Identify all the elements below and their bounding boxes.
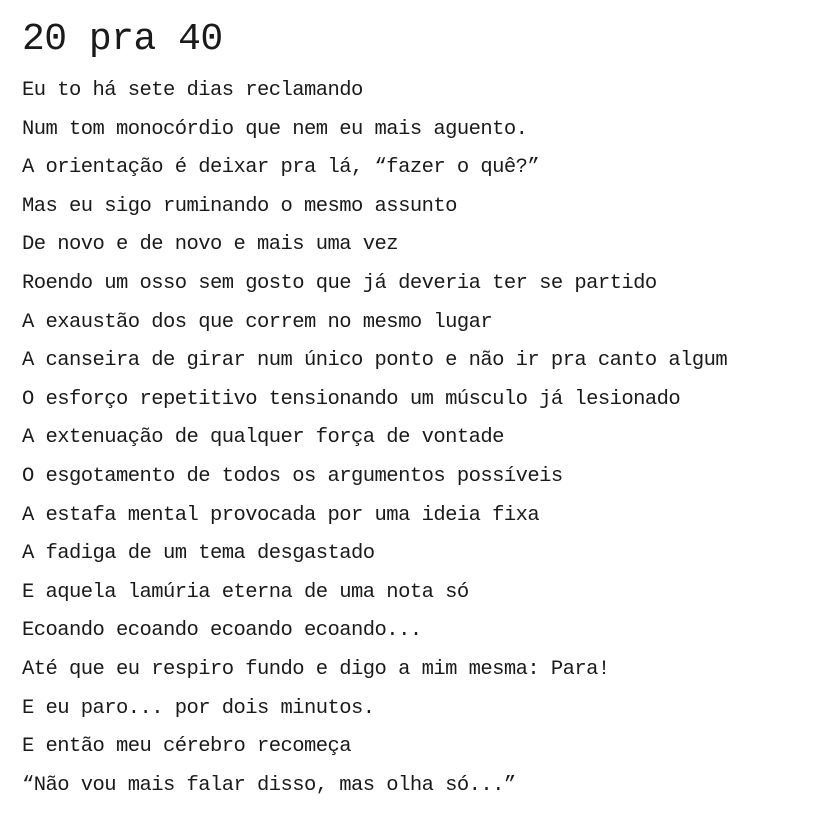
poem-line: Roendo um osso sem gosto que já deveria ter se partido <box>22 271 657 295</box>
poem-line: “Não vou mais falar disso, mas olha só...” <box>22 773 516 797</box>
poem-line: A fadiga de um tema desgastado <box>22 542 375 566</box>
poem-line: Ecoando ecoando ecoando ecoando... <box>22 619 422 643</box>
poem-line: Num tom monocórdio que nem eu mais aguento. <box>22 117 528 141</box>
poem-line: Até que eu respiro fundo e digo a mim mesma: Para! <box>22 657 610 681</box>
poem-line: Mas eu sigo ruminando o mesmo assunto <box>22 194 457 218</box>
poem <box>22 14 810 805</box>
poem-line: De novo e de novo e mais uma vez <box>22 233 399 257</box>
poem-line: A estafa mental provocada por uma ideia fixa <box>22 503 540 527</box>
poem-line: E aquela lamúria eterna de uma nota só <box>22 580 469 604</box>
poem-line: E então meu cérebro recomeça <box>22 735 352 759</box>
poem-line: E eu paro... por dois minutos. <box>22 696 375 720</box>
poem-line: O esgotamento de todos os argumentos possíveis <box>22 464 563 488</box>
poem-line: Eu to há sete dias reclamando <box>22 79 363 102</box>
poem-line: A extenuação de qualquer força de vontade <box>22 426 504 450</box>
poem-line: A exaustão dos que correm no mesmo lugar <box>22 310 493 334</box>
poem-line: A canseira de girar num único ponto e não ir pra canto algum <box>22 349 728 373</box>
poem-body <box>22 72 810 805</box>
poem-line: A orientação é deixar pra lá, “fazer o quê?” <box>22 156 540 180</box>
poem-line: O esforço repetitivo tensionando um músculo já lesionado <box>22 387 681 411</box>
poem-title: 20 pra 40 <box>22 18 223 61</box>
